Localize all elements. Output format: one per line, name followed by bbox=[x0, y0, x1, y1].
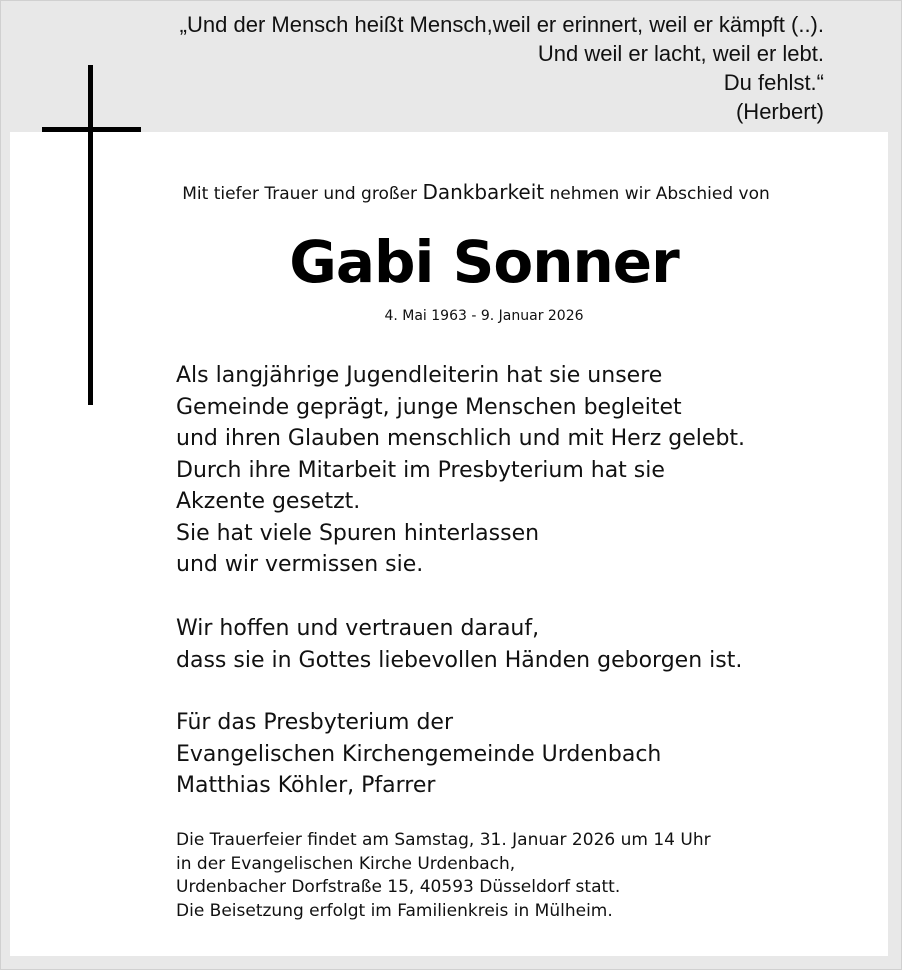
signature-line: Für das Presbyterium der bbox=[176, 710, 453, 735]
signature-line: Evangelischen Kirchengemeinde Urdenbach bbox=[176, 741, 662, 767]
quote-block bbox=[64, 10, 824, 126]
quote-line: „Und der Mensch heißt Mensch,weil er erinnert, weil er kämpft (..). bbox=[179, 12, 824, 37]
intro-after: nehmen wir Abschied von bbox=[544, 184, 770, 204]
quote-line: Und weil er lacht, weil er lebt. bbox=[537, 41, 824, 66]
tribute-line: Akzente gesetzt. bbox=[176, 489, 361, 514]
hope-line: dass sie in Gottes liebevollen Händen geborgen ist. bbox=[176, 647, 743, 673]
quote-author: (Herbert) bbox=[735, 99, 824, 124]
deceased-name: Gabi Sonner bbox=[289, 228, 679, 296]
quote-line: Du fehlst.“ bbox=[723, 70, 824, 95]
intro-text bbox=[0, 180, 902, 204]
hope-paragraph bbox=[176, 613, 742, 676]
funeral-line: Urdenbacher Dorfstraße 15, 40593 Düsseldorf statt. bbox=[176, 877, 621, 897]
tribute-line: und ihren Glauben menschlich und mit Herz gelebt. bbox=[176, 426, 746, 451]
tribute-line: Gemeinde geprägt, junge Menschen begleitet bbox=[176, 394, 682, 420]
funeral-line: Die Beisetzung erfolgt im Familienkreis in Mülheim. bbox=[176, 900, 613, 921]
intro-before: Mit tiefer Trauer und großer bbox=[182, 184, 423, 204]
hope-line: Wir hoffen und vertrauen darauf, bbox=[176, 616, 540, 641]
intro-emphasis: Dankbarkeit bbox=[422, 180, 545, 204]
tribute-line: Sie hat viele Spuren hinterlassen bbox=[176, 520, 540, 546]
signature-paragraph bbox=[176, 707, 661, 802]
funeral-info bbox=[176, 829, 711, 923]
tribute-line: und wir vermissen sie. bbox=[176, 552, 424, 577]
tribute-line: Als langjährige Jugendleiterin hat sie unsere bbox=[176, 363, 663, 388]
funeral-line: in der Evangelischen Kirche Urdenbach, bbox=[176, 853, 516, 874]
life-dates: 4. Mai 1963 - 9. Januar 2026 bbox=[384, 308, 584, 324]
cross-icon-crossbar bbox=[42, 127, 141, 132]
tribute-paragraph bbox=[176, 360, 745, 581]
tribute-line: Durch ihre Mitarbeit im Presbyterium hat sie bbox=[176, 457, 665, 483]
signature-line: Matthias Köhler, Pfarrer bbox=[176, 773, 436, 798]
funeral-line: Die Trauerfeier findet am Samstag, 31. Januar 2026 um 14 Uhr bbox=[176, 830, 711, 850]
